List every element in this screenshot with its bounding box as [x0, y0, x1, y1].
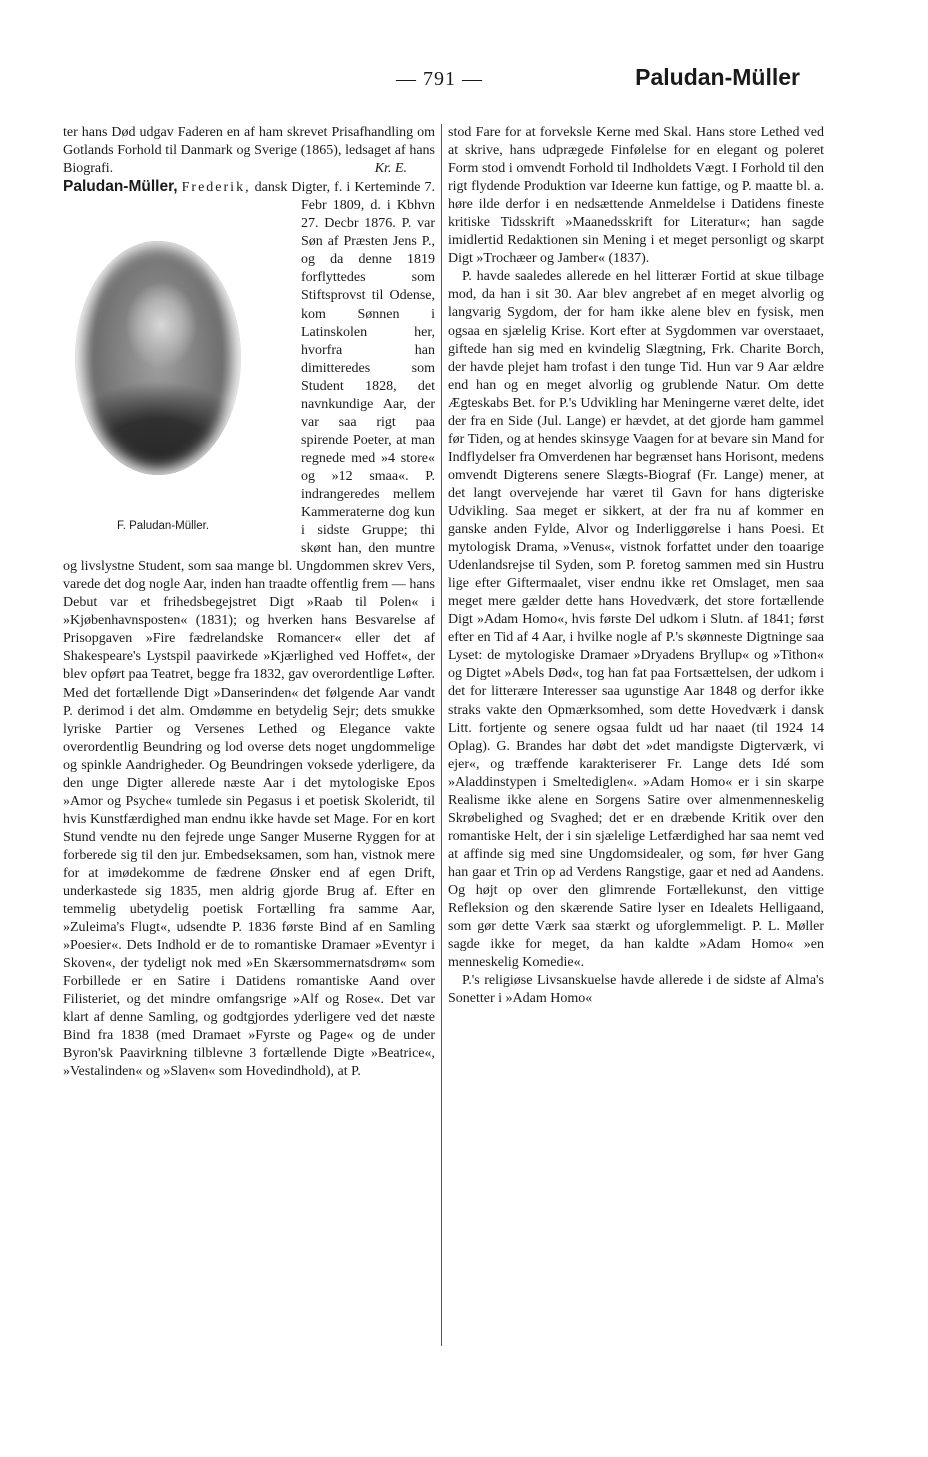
article-paragraph: P.'s religiøse Livsanskuelse havde allerede i de sidste af Alma's Sonetter i »Adam Homo«: [448, 973, 824, 1007]
right-column: [448, 124, 824, 1008]
author-signature: Kr. E.: [374, 161, 407, 177]
article-paragraph-continued: stod Fare for at forveksle Kerne med Skal. Hans store Lethed ved at skrive, hans udprægede Finfølelse for en elegant og poleret Form stod i omvendt Forhold til Indholdets Vægt. I Forhold til den rigt flydende Produktion var Ideerne kun fattige, og P. maatte bl. a. høre ilde derfor i en nedsættende Anmeldelse i Datidens fineste kritiske Tidsskrift »Maanedsskrift for Literatur«; han sagde imidlertid Redaktionen sin Mening i et meget personligt og skarpt Digt »Trochæer og Jamber« (1837).: [448, 125, 824, 267]
article-body-start: [63, 178, 435, 1081]
portrait-image: [75, 241, 241, 475]
page-number: — 791 —: [396, 68, 483, 90]
column-divider: [441, 124, 442, 1346]
article-headword: Paludan-Müller,: [63, 178, 178, 196]
article-paragraph: P. havde saaledes allerede en hel litterær Fortid at skue tilbage mod, da han i sit 30. Aar blev angrebet af en meget alvorlig og langvarig Sygdom, der for ham ikke alene blev en fysisk, men ogsaa en sjælelig Krise. Kort efter at Sygdommen var overstaaet, giftede han sig med en kvindelig Slægtning, Frk. Charite Borch, der havde plejet ham trofast i den tunge Tid. Hun var 9 Aar ældre end han og en meget alvorlig og grublende Natur. Om dette Ægteskabs Bet. for P.'s Udvikling har Meningerne været delte, idet der fra en Side (Jul. Lange) er hævdet, at det gjorde ham gammel før Tiden, og at hendes skinsyge Vaagen for at bevare sin Mand for Indflydelser fra Omverdenen har begrænset hans Horisont, medens omvendt Digterens senere Slægts-Biograf (Fr. Lange) mener, at det langt overvejende har været til Gavn for hans digteriske Udvikling. Saa meget er sikkert, at der fra nu af kommer en ganske anden Fylde, Alvor og Inderliggørelse i hans Poesi. Et mytologisk Drama, »Venus«, vistnok forfattet under den toaarige Udenlandsrejse til Syden, som P. foretog sammen med sin Hustru lige efter Giftermaalet, viser endnu ikke ret Omslaget, men saa meget mere gælder dette hans Hovedværk, det store fortællende Digt »Adam Homo«, hvis første Del udkom i Slutn. af 1841; først efter en Tid af 4 Aar, i hvilke nogle af P.'s skønneste Digtninge saa Lyset: de mytologiske Dramaer »Dryadens Bryllup« og »Tithon« og Digtet »Abels Død«, tog han fat paa Fortsættelsen, der udkom i det for litterære Interesser saa ugunstige Aar 1848 og derfor ikke straks vakte den Opmærksomhed, som dette Hovedværk i dansk Litt. fortjente og senere ogsaa fuldt ud har naaet (til 1924 14 Oplag). G. Brandes har døbt det »det mandigste Digterværk, vi ejer«, og træffende karakteriserer Fr. Lange dets Idé som »Aladdinstypen i Smeltediglen«. »Adam Homo« er i sin skarpe Realisme ikke alene en Sorgens Satire over almenmenneskelig Skrøbelighed og Svaghed; det er en dræbende Kritik over den romantiske Helt, der i sin sjælelige Letfærdighed har saa nemt ved at affinde sig med sine Ungdomsidealer, og som, før hver Gang han gaar et Trin op ad Verdens Rangstige, gaar et ned ad Aandens. Og højt op over den glimrende Fortællekunst, den vittige Refleksion og den skærende Satire lyser en Idealets Helligaand, som gør dette Værk saa stærkt og uforglemmeligt. P. L. Møller sagde ikke for meget, da han kaldte »Adam Homo« »en menneskelig Komedie«.: [448, 269, 824, 971]
portrait-caption: F. Paludan-Müller.: [116, 520, 210, 533]
article-given-name: Frederik,: [181, 180, 251, 196]
previous-article-text: ter hans Død udgav Faderen en af ham skrevet Prisafhandling om Gotlands Forhold til Danmark og Sverige (1865), ledsaget af hans Biografi.: [63, 125, 435, 177]
left-column: [63, 124, 435, 1082]
running-head: Paludan-Müller: [635, 64, 800, 90]
article-intro-text: dansk Digter, f. i Kerteminde 7. Febr 1809, d. i Kbhvn 27. Decbr 1876. P. var Søn af Præsten Jens P., og da denne 1819 forflyttedes som Stiftsprovst til Odense, kom Sønnen i Latinskolen her, hvorfra han dimitteredes som Student 1828, det navnkundige Aar, der var saa rigt paa spirende Poeter, at man regnede med »4 store« og »12 smaa«. P. indrangeredes mellem Kammeraterne dog kun i sidste Gruppe; thi skønt han, den muntre og livslystne Student, som saa mange bl. Ungdommen skrev Vers, varede det dog nogle Aar, inden han traadte offentlig frem — hans Debut var et frihedsbegejstret Digt »Raab til Polen« i »Kjøbenhavnsposten« (1831); og hverken hans Besvarelse af Prisopgaven »Fire fædrelandske Romancer« eller det af Shakespeare's Lystspil paavirkede »Kjærlighed ved Hoffet«, der blev opført paa Teatret, begge fra 1832, gav overordentlige Løfter. Med det fortællende Digt »Danserinden« det følgende Aar vandt P. derimod i det alm. Omdømme en betydelig Sejr; dets smukke lyriske Partier og Versenes Lethed og Elegance vakte overordentlig Beundring og lod overse dets noget ungdommelige og spinkle Aandrigheder. Og Beundringen voksede yderligere, da den unge Digter allerede næste Aar i det mytologiske Epos »Amor og Psyche« tumlede sin Pegasus i et poetisk Skoleridt, til hvis Kunstfærdighed man endnu ikke havde set Mage. For en kort Stund vendte nu den fejrede unge Sanger Muserne Ryggen for at forberede sig til den jur. Embedseksamen, som han, vistnok mere for at imødekomme de fædrene Ønsker end af egen Drift, underkastede sig 1835, men aldrig gjorde Brug af. Efter en temmelig ubetydelig poetisk Fortælling fra samme Aar, »Zuleima's Flugt«, udsendte P. 1836 første Bind af en Samling »Poesier«. Dets Indhold er de to romantiske Dramaer »Eventyr i Skoven«, der tydeligt nok med »En Skærsommernatsdrøm« som Forbillede er en Satire i Datidens romantiske Aand over Filisteriet, og det mindre omfangsrige »Alf og Rose«. Det var klart af denne Samling, og godtgjordes yderligere ved det næste Bind fra 1838 (med Dramaet »Fyrste og Page« og de under Byron'sk Paavirkning tilblevne 3 fortællende Digte »Beatrice«, »Vestalinden« og »Slaven« som Hovedindhold), at P.: [63, 180, 436, 1080]
portrait-figure: [63, 197, 295, 551]
